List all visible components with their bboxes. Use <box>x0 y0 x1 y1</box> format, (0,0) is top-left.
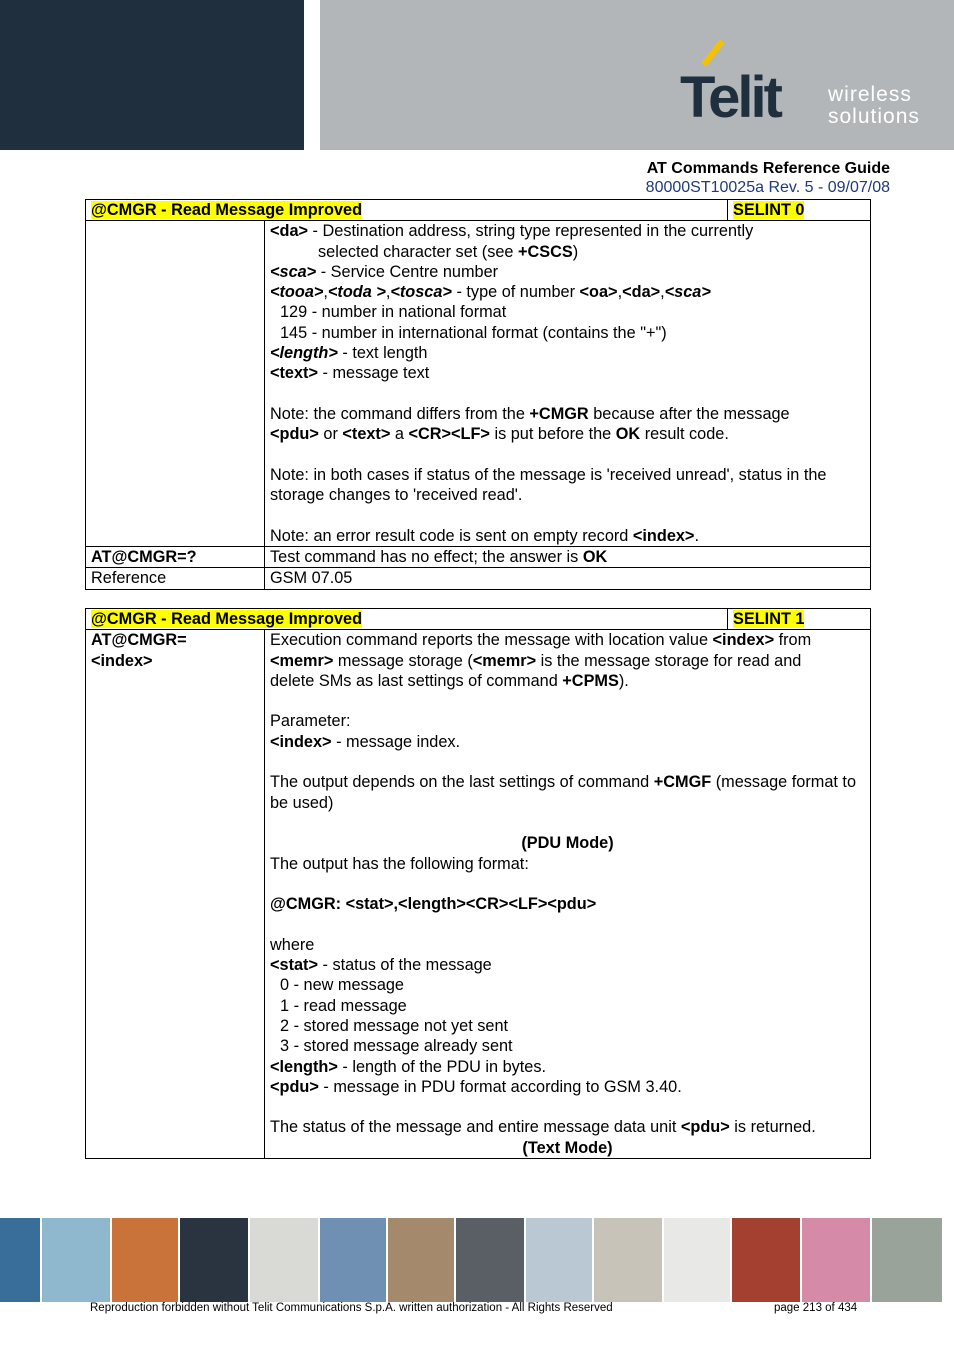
table-row <box>86 568 871 589</box>
telit-logo <box>676 44 936 134</box>
photo-tile <box>250 1218 320 1302</box>
note-paragraph: Note: in both cases if status of the message is 'received unread', status in the storage changes to 'received read'. <box>270 465 827 505</box>
photo-tile <box>112 1218 180 1302</box>
photo-tile <box>0 1218 42 1302</box>
photo-tile <box>872 1218 944 1302</box>
table-row: AT@CMGR=? Test command has no effect; the answer is OK <box>86 547 871 568</box>
photo-tile <box>42 1218 112 1302</box>
document-title: AT Commands Reference Guide <box>646 160 890 177</box>
copyright-notice: Reproduction forbidden without Telit Communications S.p.A. written authorization - All Rights Reserved <box>90 1302 613 1314</box>
selint-badge: SELINT 0 <box>733 201 805 219</box>
test-command: AT@CMGR=? <box>86 547 265 568</box>
note-paragraph: Note: the command differs from the +CMGR because after the message <pdu> or <text> a <CR><LF> is put before the OK result code. <box>270 404 790 444</box>
logo-wordmark: Telit <box>680 65 780 130</box>
page-number: page 213 of 434 <box>774 1302 858 1314</box>
command-title: @CMGR - Read Message Improved <box>91 201 363 219</box>
selint-badge: SELINT 1 <box>733 610 805 628</box>
reference-value: GSM 07.05 <box>265 568 871 589</box>
photo-tile <box>664 1218 732 1302</box>
table-row <box>86 630 871 1159</box>
reference-label: Reference <box>86 568 265 589</box>
execution-description-cell: Execution command reports the message with location value <index> from <memr> message storage (<memr> is the message storage for read and delete SMs as last settings of command +CPMS). Parameter: <index> - message index. The output depends on the last settings of command +CMGF (message format to be used) (PDU Mode) The output has the following format: @CMGR: <stat>,<length><CR><LF><pdu> where <stat> - status of the message 0 - new message 1 - read message 2 - stored message not yet sent 3 - stored message already sent <length> - length of the PDU in bytes. <pdu> - message in PDU format according to GSM 3.40. The status of the message and entire message data unit <pdu> is returned. (Text Mode) <box>265 630 871 1159</box>
logo-tagline: wireless solutions <box>828 83 920 128</box>
photo-tile <box>456 1218 526 1302</box>
note-paragraph: Note: an error result code is sent on empty record <index>. <box>270 526 699 545</box>
text-mode-heading: (Text Mode) <box>522 1138 613 1157</box>
header-dark-panel <box>0 0 304 150</box>
table-header-row <box>86 609 871 630</box>
photo-tile <box>594 1218 664 1302</box>
document-title-block <box>646 159 890 197</box>
photo-tile <box>320 1218 388 1302</box>
table-row <box>86 221 871 547</box>
response-format: @CMGR: <stat>,<length><CR><LF><pdu> <box>270 895 597 914</box>
document-reference: 80000ST10025a Rev. 5 - 09/07/08 <box>645 179 890 196</box>
command-table-selint0 <box>85 199 871 590</box>
photo-tile <box>388 1218 456 1302</box>
photo-tile <box>802 1218 872 1302</box>
footer-photo-strip <box>0 1218 954 1302</box>
command-table-selint1 <box>85 608 871 1159</box>
photo-tile <box>526 1218 594 1302</box>
table-header-row <box>86 200 871 221</box>
pdu-mode-heading: (PDU Mode) <box>521 834 614 853</box>
command-title: @CMGR - Read Message Improved <box>91 610 363 628</box>
photo-tile <box>732 1218 802 1302</box>
parameter-description-cell: <da> - Destination address, string type represented in the currently selected character set (see +CSCS) <sca> - Service Centre number <tooa>,<toda >,<tosca> - type of number <oa>,<da>,<sca> 129 - number in national format 145 - number in international format (contains the "+") <length> - text length <text> - message text Note: the command differs from the +CMGR because after the message <pdu> or <text> a <CR><LF> is put before the OK result code. Note: in both cases if status of the message is 'received unread', status in the storage changes to 'received read'. Note: an error result code is sent on empty record <index>. <box>265 221 871 547</box>
execution-command: AT@CMGR= <index> <box>86 630 265 1159</box>
logo-accent-mark <box>701 39 724 66</box>
photo-tile <box>180 1218 250 1302</box>
